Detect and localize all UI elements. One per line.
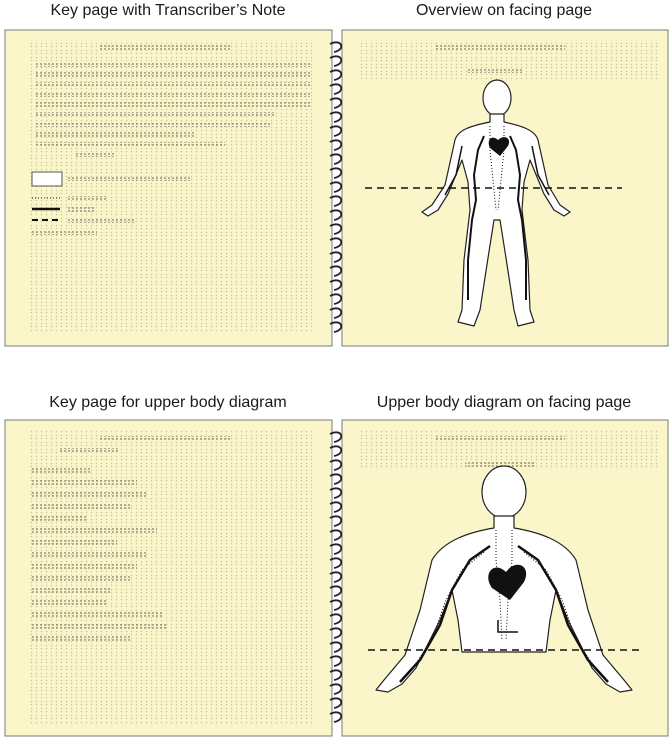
caption-key-page-upper-body: Key page for upper body diagram — [49, 394, 287, 411]
caption-key-page-transcribers-note: Key page with Transcriber’s Note — [50, 2, 286, 19]
caption-upper-body-facing-page: Upper body diagram on facing page — [376, 394, 632, 411]
head — [482, 466, 526, 518]
caption-overview-facing-page: Overview on facing page — [415, 2, 593, 19]
top-spread — [5, 30, 668, 346]
bottom-spread — [5, 420, 668, 736]
head — [483, 80, 511, 116]
legend-swatch-box — [32, 172, 62, 186]
